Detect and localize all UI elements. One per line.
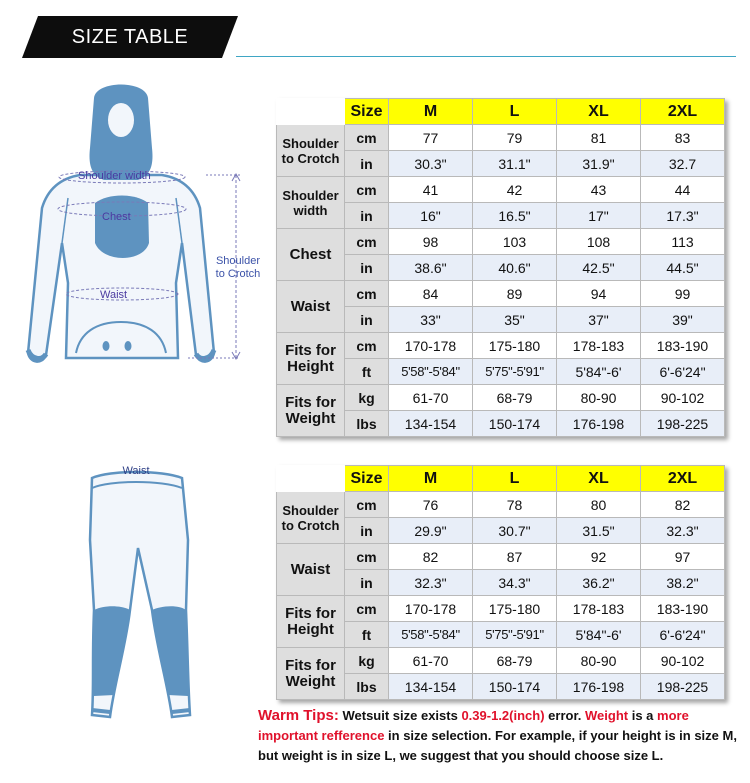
- table-row: [277, 492, 725, 518]
- chest-label: Chest: [102, 211, 131, 223]
- table-corner: [277, 99, 345, 125]
- tips-text-2: error.: [544, 708, 586, 723]
- measurement-label: Chest: [277, 229, 345, 281]
- value-cell: 76: [389, 492, 473, 518]
- shoulder-to-crotch-line2: to Crotch: [215, 268, 261, 280]
- table-row: [277, 281, 725, 307]
- size-table-wetsuit: [276, 98, 725, 437]
- table-header-cell: M: [389, 466, 473, 492]
- value-cell: 68-79: [473, 385, 557, 411]
- value-cell: 30.7": [473, 518, 557, 544]
- value-cell: 61-70: [389, 648, 473, 674]
- value-cell: 103: [473, 229, 557, 255]
- value-cell: 77: [389, 125, 473, 151]
- tips-error-range: 0.39-1.2(inch): [461, 708, 545, 723]
- table-row: [277, 648, 725, 674]
- value-cell: 41: [389, 177, 473, 203]
- table-row: [277, 544, 725, 570]
- value-cell: 32.3": [389, 570, 473, 596]
- unit-cell: cm: [345, 125, 389, 151]
- table-header-cell: XL: [557, 99, 641, 125]
- unit-cell: in: [345, 151, 389, 177]
- value-cell: 178-183: [557, 596, 641, 622]
- table-header-cell: Size: [345, 466, 389, 492]
- measurement-label: Fits for Weight: [277, 385, 345, 437]
- unit-cell: ft: [345, 359, 389, 385]
- unit-cell: kg: [345, 385, 389, 411]
- table-row: [277, 622, 725, 648]
- value-cell: 89: [473, 281, 557, 307]
- unit-cell: cm: [345, 333, 389, 359]
- value-cell: 83: [641, 125, 725, 151]
- measurement-label: Shoulder to Crotch: [277, 492, 345, 544]
- unit-cell: in: [345, 203, 389, 229]
- shoulder-width-label: Shoulder width: [78, 170, 151, 182]
- value-cell: 42.5": [557, 255, 641, 281]
- pants-figure: [70, 460, 220, 725]
- unit-cell: kg: [345, 648, 389, 674]
- table-row: [277, 570, 725, 596]
- value-cell: 31.1": [473, 151, 557, 177]
- unit-cell: ft: [345, 622, 389, 648]
- value-cell: 5'75"-5'91": [473, 359, 557, 385]
- table-header-cell: Size: [345, 99, 389, 125]
- value-cell: 97: [641, 544, 725, 570]
- value-cell: 150-174: [473, 411, 557, 437]
- value-cell: 78: [473, 492, 557, 518]
- header-divider: [236, 56, 736, 57]
- unit-cell: in: [345, 518, 389, 544]
- value-cell: 68-79: [473, 648, 557, 674]
- table-row: [277, 411, 725, 437]
- value-cell: 175-180: [473, 596, 557, 622]
- value-cell: 183-190: [641, 596, 725, 622]
- table-row: [277, 333, 725, 359]
- value-cell: 31.9": [557, 151, 641, 177]
- tips-more-important: more important refference: [258, 708, 689, 743]
- value-cell: 44.5": [641, 255, 725, 281]
- unit-cell: in: [345, 255, 389, 281]
- warm-tips-title: Warm Tips:: [258, 707, 339, 724]
- value-cell: 17.3": [641, 203, 725, 229]
- value-cell: 35": [473, 307, 557, 333]
- value-cell: 36.2": [557, 570, 641, 596]
- table-row: [277, 359, 725, 385]
- wetsuit-figure: [18, 78, 270, 378]
- table-corner: [277, 466, 345, 492]
- value-cell: 94: [557, 281, 641, 307]
- value-cell: 5'58"-5'84": [389, 359, 473, 385]
- tips-text-4: in size selection. For example, if your height is in size M, but weight is in size L, we suggest that you should choose size L.: [258, 728, 737, 763]
- table-header-cell: M: [389, 99, 473, 125]
- unit-cell: in: [345, 307, 389, 333]
- value-cell: 37": [557, 307, 641, 333]
- warm-tips: [258, 706, 748, 766]
- value-cell: 198-225: [641, 674, 725, 700]
- measurement-label: Shoulder width: [277, 177, 345, 229]
- size-table-pants: [276, 465, 725, 700]
- value-cell: 6'-6'24": [641, 622, 725, 648]
- unit-cell: cm: [345, 177, 389, 203]
- value-cell: 82: [389, 544, 473, 570]
- value-cell: 108: [557, 229, 641, 255]
- table-row: [277, 518, 725, 544]
- value-cell: 6'-6'24": [641, 359, 725, 385]
- value-cell: 42: [473, 177, 557, 203]
- unit-cell: cm: [345, 596, 389, 622]
- value-cell: 30.3": [389, 151, 473, 177]
- value-cell: 61-70: [389, 385, 473, 411]
- tips-text-3: is a: [628, 708, 658, 723]
- value-cell: 5'75"-5'91": [473, 622, 557, 648]
- tips-weight: Weight: [585, 708, 629, 723]
- measurement-label: Waist: [277, 544, 345, 596]
- value-cell: 5'84"-6': [557, 359, 641, 385]
- value-cell: 40.6": [473, 255, 557, 281]
- unit-cell: cm: [345, 544, 389, 570]
- shoulder-to-crotch-line1: Shoulder: [215, 255, 261, 267]
- pants-illustration: [70, 460, 220, 725]
- table-row: [277, 307, 725, 333]
- measurement-label: Fits for Weight: [277, 648, 345, 700]
- table-header-cell: L: [473, 466, 557, 492]
- value-cell: 5'58"-5'84": [389, 622, 473, 648]
- value-cell: 176-198: [557, 411, 641, 437]
- value-cell: 176-198: [557, 674, 641, 700]
- table-header-cell: 2XL: [641, 466, 725, 492]
- value-cell: 5'84"-6': [557, 622, 641, 648]
- value-cell: 33": [389, 307, 473, 333]
- value-cell: 90-102: [641, 648, 725, 674]
- value-cell: 84: [389, 281, 473, 307]
- measurement-label: Fits for Height: [277, 333, 345, 385]
- table-row: [277, 151, 725, 177]
- value-cell: 17": [557, 203, 641, 229]
- value-cell: 80-90: [557, 648, 641, 674]
- table-row: [277, 385, 725, 411]
- table-header-cell: L: [473, 99, 557, 125]
- value-cell: 29.9": [389, 518, 473, 544]
- table-row: [277, 177, 725, 203]
- table-row: [277, 229, 725, 255]
- unit-cell: lbs: [345, 411, 389, 437]
- measurement-label: Waist: [277, 281, 345, 333]
- measurement-label: Fits for Height: [277, 596, 345, 648]
- value-cell: 170-178: [389, 333, 473, 359]
- value-cell: 80: [557, 492, 641, 518]
- value-cell: 34.3": [473, 570, 557, 596]
- value-cell: 92: [557, 544, 641, 570]
- value-cell: 113: [641, 229, 725, 255]
- value-cell: 198-225: [641, 411, 725, 437]
- unit-cell: cm: [345, 229, 389, 255]
- unit-cell: cm: [345, 281, 389, 307]
- value-cell: 44: [641, 177, 725, 203]
- value-cell: 80-90: [557, 385, 641, 411]
- value-cell: 79: [473, 125, 557, 151]
- value-cell: 81: [557, 125, 641, 151]
- value-cell: 170-178: [389, 596, 473, 622]
- table-row: [277, 596, 725, 622]
- value-cell: 82: [641, 492, 725, 518]
- shoulder-to-crotch-label: [212, 255, 264, 281]
- value-cell: 87: [473, 544, 557, 570]
- value-cell: 175-180: [473, 333, 557, 359]
- value-cell: 183-190: [641, 333, 725, 359]
- page-title: SIZE TABLE: [71, 26, 189, 48]
- value-cell: 134-154: [389, 674, 473, 700]
- table-row: [277, 674, 725, 700]
- table-header-cell: 2XL: [641, 99, 725, 125]
- value-cell: 150-174: [473, 674, 557, 700]
- unit-cell: cm: [345, 492, 389, 518]
- value-cell: 16": [389, 203, 473, 229]
- wetsuit-illustration: [18, 78, 270, 378]
- value-cell: 16.5": [473, 203, 557, 229]
- value-cell: 38.2": [641, 570, 725, 596]
- table-row: [277, 125, 725, 151]
- value-cell: 178-183: [557, 333, 641, 359]
- unit-cell: in: [345, 570, 389, 596]
- value-cell: 134-154: [389, 411, 473, 437]
- pants-waist-label: Waist: [122, 465, 150, 477]
- value-cell: 31.5": [557, 518, 641, 544]
- value-cell: 90-102: [641, 385, 725, 411]
- measurement-label: Shoulder to Crotch: [277, 125, 345, 177]
- table-row: [277, 255, 725, 281]
- waist-label: Waist: [100, 289, 128, 301]
- value-cell: 43: [557, 177, 641, 203]
- unit-cell: lbs: [345, 674, 389, 700]
- value-cell: 32.3": [641, 518, 725, 544]
- value-cell: 38.6": [389, 255, 473, 281]
- value-cell: 99: [641, 281, 725, 307]
- tips-text-1: Wetsuit size exists: [338, 708, 462, 723]
- table-row: [277, 203, 725, 229]
- table-header-cell: XL: [557, 466, 641, 492]
- value-cell: 32.7: [641, 151, 725, 177]
- value-cell: 98: [389, 229, 473, 255]
- value-cell: 39": [641, 307, 725, 333]
